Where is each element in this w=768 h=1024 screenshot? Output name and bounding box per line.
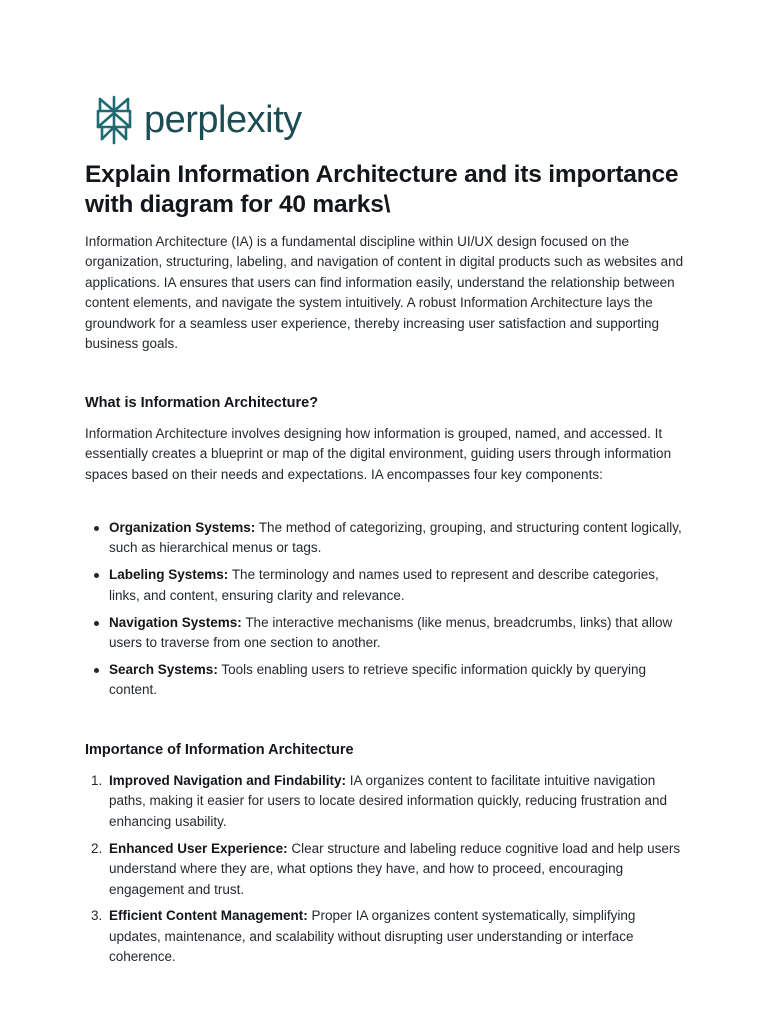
list-item-text: The interactive mechanisms (like menus, breadcrumbs, links) that allow users to traverse from one section to another. (109, 614, 673, 651)
list-item-term: Improved Navigation and Findability: (109, 773, 347, 788)
section-heading-what-is-ia: What is Information Architecture? (85, 395, 319, 411)
list-item (85, 906, 685, 967)
list-item-number: 2. (91, 840, 103, 856)
list-item-term: Navigation Systems: (109, 614, 242, 630)
list-item (85, 565, 685, 606)
list-item-number: 3. (91, 908, 103, 924)
list-item-number: 1. (91, 773, 103, 788)
list-item-text: Clear structure and labeling reduce cognitive load and help users understand where they are, what options they have, and how to proceed, encouraging engagement and trust. (109, 840, 681, 897)
list-item (85, 613, 685, 654)
list-item-text: Proper IA organizes content systematically, simplifying updates, maintenance, and scalability without disrupting user understanding or interface coherence. (109, 908, 636, 965)
list-item-text: Tools enabling users to retrieve specific information quickly by querying content. (109, 661, 647, 698)
ia-components-list (85, 518, 685, 707)
list-item (85, 839, 685, 900)
list-item-term: Organization Systems: (109, 520, 256, 535)
page-title: Explain Information Architecture and its importance with diagram for 40 marks\ (85, 161, 679, 218)
list-item-text: The method of categorizing, grouping, and structuring content logically, such as hierarchical menus or tags. (109, 520, 682, 556)
intro-paragraph: Information Architecture (IA) is a fundamental discipline within UI/UX design focused on the organization, structuring, labeling, and navigation of content in digital products such as websites and applications. IA ensures that users can find information easily, understand the relationship between content elements, and navigate the system intuitively. A robust Information Architecture lays the groundwork for a seamless user experience, thereby increasing user satisfaction and supporting business goals. (85, 234, 684, 352)
list-item-term: Efficient Content Management: (109, 908, 308, 924)
brand-wordmark: perplexity (144, 99, 302, 141)
list-item-text: IA organizes content to facilitate intuitive navigation paths, making it easier for users to locate desired information quickly, reducing frustration and enhancing usability. (109, 773, 668, 829)
list-item-text: The terminology and names used to represent and describe categories, links, and content, ensuring clarity and relevance. (109, 567, 659, 603)
list-item-term: Labeling Systems: (109, 567, 229, 583)
list-item (85, 518, 685, 559)
brand-logo (94, 94, 302, 146)
list-item (85, 660, 685, 701)
perplexity-logo-icon (94, 95, 134, 145)
list-item-term: Enhanced User Experience: (109, 840, 288, 856)
importance-list (85, 771, 685, 974)
list-item (85, 771, 685, 832)
list-item-term: Search Systems: (109, 661, 218, 677)
section1-paragraph: Information Architecture involves designing how information is grouped, named, and accessed. It essentially creates a blueprint or map of the digital environment, guiding users through information spaces based on their needs and expectations. IA encompasses four key components: (85, 426, 672, 482)
section-heading-importance: Importance of Information Architecture (85, 742, 354, 758)
